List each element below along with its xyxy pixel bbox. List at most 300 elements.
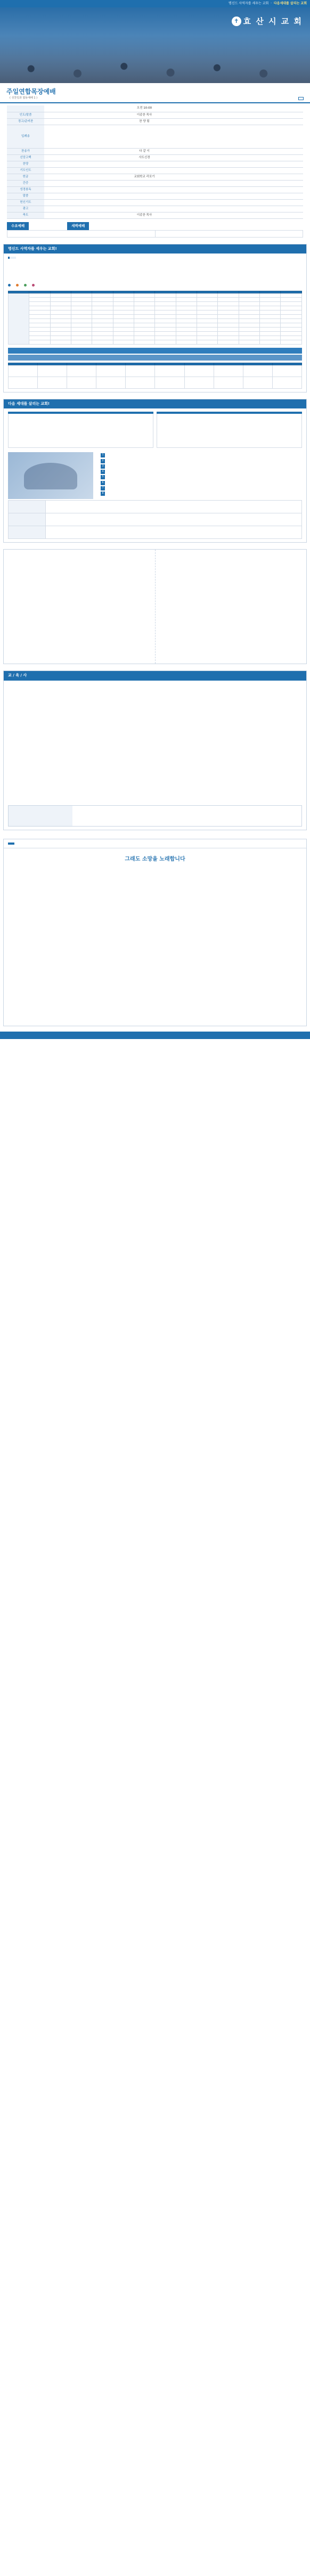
worship-order-leader (244, 174, 303, 180)
education-paragraph (8, 796, 302, 801)
worship-order-content: 찬 양 팀 (44, 118, 244, 125)
ministry-table-cell (134, 336, 155, 340)
program-number-icon: 1 (101, 453, 105, 457)
ministry-table-row (9, 297, 302, 301)
worship-order-row (7, 193, 303, 199)
ministry-table-cell (29, 336, 50, 340)
ministry-table-cell (281, 340, 302, 344)
schedule-cell (214, 377, 243, 388)
ministry-table-cell (176, 314, 197, 318)
ministry-table-cell (218, 306, 239, 310)
schedule-row (9, 365, 302, 377)
education-paragraph (8, 751, 302, 756)
schedule-cell (126, 365, 155, 377)
ministry-table-cell (260, 314, 281, 318)
column-paragraph (10, 966, 300, 987)
ministry-table-cell (29, 331, 50, 336)
ministry-table-cell (176, 301, 197, 306)
education-sign-box (8, 805, 302, 827)
ministry-table-cell (92, 301, 113, 306)
news-item (8, 637, 151, 642)
ministry-table-cell (239, 301, 259, 306)
ministry-table-cell (92, 340, 113, 344)
news-item (8, 619, 151, 624)
program-number-icon: 5 (101, 475, 105, 479)
worship-order-row (7, 206, 303, 212)
news-item (160, 643, 303, 648)
column-section (3, 839, 307, 1027)
education-sign-label (9, 806, 72, 826)
ministry-table-cell (71, 318, 92, 323)
nextgen-header: 다음 세대를 살리는 교회! (4, 399, 306, 408)
education-paragraph (8, 721, 302, 726)
ministry-table-cell (218, 331, 239, 336)
ministry-table-cell (50, 293, 71, 297)
program-number-icon: 6 (101, 481, 105, 485)
ministry-table-cell (218, 327, 239, 331)
dawn-details (155, 231, 303, 237)
midweek-bar (7, 222, 303, 230)
ministry-table-cell (92, 297, 113, 301)
worship-order-content (44, 125, 244, 148)
ministry-table-cell (29, 310, 50, 314)
ministry-table-cell (29, 301, 50, 306)
news-item (160, 561, 303, 566)
nextgen-program-list (96, 452, 302, 499)
ministry-table-cell (197, 327, 218, 331)
ministry-table-cell (71, 314, 92, 318)
schedule-cell (184, 377, 214, 388)
ministry-table-cell (113, 327, 134, 331)
ministry-table-cell (281, 306, 302, 310)
ministry-table-cell (50, 306, 71, 310)
worship-subtitle: ( 성찬일과 합동예배 1 ) (10, 96, 38, 100)
ministry-table-cell (239, 336, 259, 340)
hero-banner (0, 7, 310, 83)
program-number-icon: 2 (101, 459, 105, 463)
ministry-section (3, 244, 307, 392)
dawn-tag: 새벽예배 (67, 222, 89, 230)
ministry-table-cell (113, 297, 134, 301)
legend-swatch (32, 284, 35, 287)
column-signature (4, 1020, 306, 1026)
ministry-table-cell (197, 293, 218, 297)
news-item (160, 608, 303, 612)
worship-order-label: 말씀 (7, 193, 44, 199)
news-item (160, 649, 303, 653)
cross-icon: ✝ (232, 17, 241, 26)
ministry-table-cell (71, 327, 92, 331)
ministry-table-cell (239, 297, 259, 301)
schedule-cell (243, 365, 272, 377)
worship-order-row (7, 148, 303, 154)
ministry-table-cell (113, 293, 134, 297)
ministry-table-cell (260, 310, 281, 314)
ministry-table-cell (176, 323, 197, 327)
column-paragraph (10, 991, 300, 1012)
ministry-table-cell (176, 306, 197, 310)
worship-order-row (7, 212, 303, 218)
news-item (8, 602, 151, 607)
schedule-row (9, 377, 302, 388)
ministry-table-cell (29, 327, 50, 331)
ministry-table-cell (281, 318, 302, 323)
ministry-table-cell (134, 331, 155, 336)
ministry-table-cell (197, 323, 218, 327)
nextgen-program-item (101, 480, 302, 485)
ministry-table-cell (197, 306, 218, 310)
worship-title: 주일연합목장예배 (6, 88, 56, 95)
ministry-table-cell (197, 318, 218, 323)
wednesday-details (7, 231, 155, 237)
ministry-table-row (9, 293, 302, 297)
ministry-table-cell (155, 331, 176, 336)
ministry-table-cell (113, 340, 134, 344)
ministry-table-cell (50, 336, 71, 340)
worship-order-table (7, 105, 303, 219)
schedule-cell (155, 365, 184, 377)
news-item (8, 590, 151, 595)
ministry-table-cell (239, 327, 259, 331)
ministry-table-cell (134, 293, 155, 297)
ministry-table-cell (134, 301, 155, 306)
nextgen-info-value (46, 501, 302, 513)
worship-order-content (44, 199, 244, 206)
news-item (160, 573, 303, 577)
ministry-table-cell (260, 293, 281, 297)
worship-order-leader (244, 118, 303, 125)
worship-order-row (7, 118, 303, 125)
schedule-cell (96, 377, 126, 388)
education-sign-area (72, 806, 301, 826)
worship-order-leader (244, 148, 303, 154)
ministry-table-cell (92, 318, 113, 323)
ministry-table-cell (71, 306, 92, 310)
nextgen-program-item (101, 469, 302, 474)
ministry-table-cell (29, 340, 50, 344)
ministry-table-row (9, 310, 302, 314)
worship-order-leader (244, 167, 303, 174)
program-number-icon: 8 (101, 492, 105, 496)
worship-order-label: 간증 (7, 180, 44, 186)
schedule-cell (9, 365, 38, 377)
ministry-table-cell (281, 331, 302, 336)
ministry-table-cell (92, 336, 113, 340)
ministry-table-cell (134, 327, 155, 331)
ministry-table (8, 291, 302, 345)
worship-order-row (7, 180, 303, 186)
nextgen-section (3, 399, 307, 543)
ministry-table-cell (281, 293, 302, 297)
ministry-header: 명신드 사역자를 세우는 교회! (4, 244, 306, 253)
legend-item (16, 284, 20, 288)
ministry-table-cell (239, 314, 259, 318)
ministry-table-cell (239, 306, 259, 310)
church-logo (232, 16, 303, 27)
news-item (160, 555, 303, 560)
worship-order-leader (244, 206, 303, 212)
ministry-table-cell (176, 310, 197, 314)
education-paragraph (8, 773, 302, 779)
ministry-table-cell (239, 293, 259, 297)
legend-item (32, 284, 36, 288)
news-item (160, 602, 303, 607)
schedule-cell (96, 365, 126, 377)
worship-order-row (7, 167, 303, 174)
education-paragraph (8, 766, 302, 771)
ministry-table-cell (260, 331, 281, 336)
news-item (8, 584, 151, 589)
ministry-table-cell (260, 336, 281, 340)
news-item (160, 596, 303, 601)
ministry-table-row (9, 331, 302, 336)
worship-order-content (44, 186, 244, 193)
education-paragraph (8, 736, 302, 741)
worship-order-row (7, 199, 303, 206)
education-paragraph (8, 691, 302, 697)
ministry-table-cell (218, 314, 239, 318)
education-paragraph (8, 729, 302, 734)
legend-swatch (24, 284, 27, 287)
ministry-table-cell (260, 297, 281, 301)
nextgen-info-row (9, 513, 302, 526)
worship-order-row (7, 125, 303, 148)
ministry-table-cell (176, 297, 197, 301)
ministry-table-cell (155, 318, 176, 323)
column-label (8, 843, 14, 845)
ministry-table-cell (113, 310, 134, 314)
ministry-table-cell (176, 331, 197, 336)
ministry-table-cell (50, 340, 71, 344)
ministry-legend (8, 284, 302, 288)
nextgen-info-key (9, 526, 46, 539)
ministry-table-cell (197, 310, 218, 314)
ministry-table-cell (134, 297, 155, 301)
slogan-left: 명신드 사역자를 세우는 교회 (229, 1, 269, 5)
legend-item (24, 284, 28, 288)
ministry-table-cell (155, 340, 176, 344)
column-paragraph (10, 917, 300, 938)
column-body (4, 868, 306, 1020)
ministry-table-cell (281, 336, 302, 340)
nextgen-info-table (8, 500, 302, 539)
ministry-table-cell (92, 310, 113, 314)
ministry-subhead (8, 257, 16, 259)
nextgen-info-key (9, 501, 46, 513)
ministry-table-cell (113, 314, 134, 318)
nextgen-program-item (101, 490, 302, 496)
worship-order-content (44, 180, 244, 186)
education-header: 교 / 육 / 사 (4, 671, 306, 680)
ministry-table-cell (218, 297, 239, 301)
ministry-table-cell (92, 327, 113, 331)
ministry-bar-2 (8, 355, 302, 361)
nextgen-photo (8, 452, 93, 499)
ministry-table-cell (260, 301, 281, 306)
worship-order-content: 사도신경 (44, 154, 244, 161)
ministry-table-cell (134, 314, 155, 318)
news-item (8, 578, 151, 583)
worship-order-content: 이종찬 목사 (44, 212, 244, 218)
nextgen-info-value (46, 526, 302, 539)
schedule-cell (126, 377, 155, 388)
education-paragraph (8, 758, 302, 764)
ministry-table-cell (50, 323, 71, 327)
ministry-bar-1 (8, 348, 302, 354)
nextgen-program-item (101, 452, 302, 457)
ministry-table-cell (113, 306, 134, 310)
program-number-icon: 4 (101, 470, 105, 474)
ministry-table-cell (197, 301, 218, 306)
ministry-table-cell (50, 297, 71, 301)
worship-order-label: 축도 (7, 212, 44, 218)
ministry-table-cell (92, 306, 113, 310)
schedule-cell (184, 365, 214, 377)
ministry-table-cell (113, 331, 134, 336)
schedule-cell (243, 377, 272, 388)
ministry-table-cell (281, 327, 302, 331)
worship-order-label: 헌신기도 (7, 199, 44, 206)
ministry-table-cell (134, 340, 155, 344)
education-paragraph (8, 684, 302, 689)
worship-order-content (44, 167, 244, 174)
ministry-table-cell (50, 310, 71, 314)
nextgen-program-item (101, 485, 302, 490)
ministry-table-cell (218, 318, 239, 323)
program-number-icon: 7 (101, 486, 105, 490)
ministry-table-cell (197, 336, 218, 340)
news-item (160, 584, 303, 589)
ministry-table-cell (29, 323, 50, 327)
news-item (160, 567, 303, 571)
ministry-table-cell (71, 323, 92, 327)
worship-order-leader (244, 125, 303, 148)
wednesday-tag: 수요예배 (7, 222, 29, 230)
ministry-table-cell (260, 323, 281, 327)
footer-bar (0, 1032, 310, 1039)
legend-swatch (16, 284, 19, 287)
ministry-table-cell (134, 318, 155, 323)
news-item (8, 608, 151, 612)
news-item (8, 614, 151, 618)
schedule-cell (38, 365, 67, 377)
ministry-table-cell (260, 318, 281, 323)
worship-order-leader (244, 212, 303, 218)
ministry-table-cell (71, 293, 92, 297)
education-paragraph (8, 781, 302, 786)
ministry-table-cell (29, 293, 50, 297)
ministry-table-cell (260, 327, 281, 331)
ministry-table-cell (155, 336, 176, 340)
news-left (4, 550, 155, 664)
schedule-cell (214, 365, 243, 377)
worship-order-row (7, 186, 303, 193)
ministry-table-row (9, 318, 302, 323)
ministry-table-cell (218, 301, 239, 306)
ministry-table-cell (134, 323, 155, 327)
ministry-table-cell (71, 301, 92, 306)
education-paragraph (8, 714, 302, 719)
ministry-table-row (9, 327, 302, 331)
worship-order-leader (244, 199, 303, 206)
ministry-table-cell (29, 314, 50, 318)
ministry-table-cell (71, 336, 92, 340)
midweek-panel (7, 230, 303, 238)
worship-order-leader (244, 180, 303, 186)
ministry-table-cell (113, 318, 134, 323)
ministry-table-cell (218, 293, 239, 297)
ministry-table-cell (281, 297, 302, 301)
nextgen-info-row (9, 501, 302, 513)
worship-order-leader (244, 186, 303, 193)
church-name: 효 산 시 교 회 (243, 17, 303, 26)
ministry-table-cell (281, 323, 302, 327)
schedule-cell (272, 365, 301, 377)
legend-item (8, 284, 12, 288)
worship-order-content (44, 193, 244, 199)
ministry-table-cell (176, 336, 197, 340)
ministry-table-cell (29, 297, 50, 301)
ministry-table-cell (176, 318, 197, 323)
ministry-table-cell (71, 297, 92, 301)
news-item (8, 631, 151, 636)
ministry-table-cell (260, 340, 281, 344)
ministry-table-row (9, 336, 302, 340)
worship-order-content: 이종찬 목사 (44, 112, 244, 118)
worship-order-content (44, 206, 244, 212)
ministry-table-cell (29, 306, 50, 310)
worship-order-row (7, 112, 303, 118)
schedule-cell (155, 377, 184, 388)
ministry-table-cell (176, 340, 197, 344)
ministry-table-cell (92, 293, 113, 297)
nextgen-info-key (9, 513, 46, 526)
column-title: 그래도 소망을 노래합니다 (125, 856, 185, 862)
nextgen-info-row (9, 526, 302, 539)
ministry-table-cell (50, 331, 71, 336)
ministry-table-cell (50, 314, 71, 318)
ministry-table-cell (71, 340, 92, 344)
ministry-table-cell (71, 310, 92, 314)
news-item (160, 614, 303, 618)
ministry-table-cell (113, 323, 134, 327)
ministry-table-cell (50, 301, 71, 306)
ministry-table-cell (197, 340, 218, 344)
ministry-table-row (9, 340, 302, 344)
worship-order-label: 찬양 (7, 161, 44, 167)
ministry-table-cell (239, 318, 259, 323)
ministry-table-cell (92, 331, 113, 336)
ministry-table-row (9, 323, 302, 327)
worship-order-label: 성경봉독 (7, 186, 44, 193)
worship-order-content: 다 같 이 (44, 148, 244, 154)
ministry-table-cell (281, 301, 302, 306)
ministry-table-cell (218, 310, 239, 314)
ministry-table-cell (155, 293, 176, 297)
news-item (8, 555, 151, 560)
education-section (3, 670, 307, 830)
ministry-table-cell (155, 306, 176, 310)
ministry-table-cell (281, 310, 302, 314)
worship-order-content (44, 161, 244, 167)
news-item (160, 590, 303, 595)
congregation-image (0, 35, 310, 83)
education-paragraph (8, 788, 302, 794)
education-paragraph (8, 706, 302, 712)
ministry-paragraph (8, 263, 302, 281)
nextgen-program-item (101, 458, 302, 463)
education-paragraph (8, 743, 302, 749)
